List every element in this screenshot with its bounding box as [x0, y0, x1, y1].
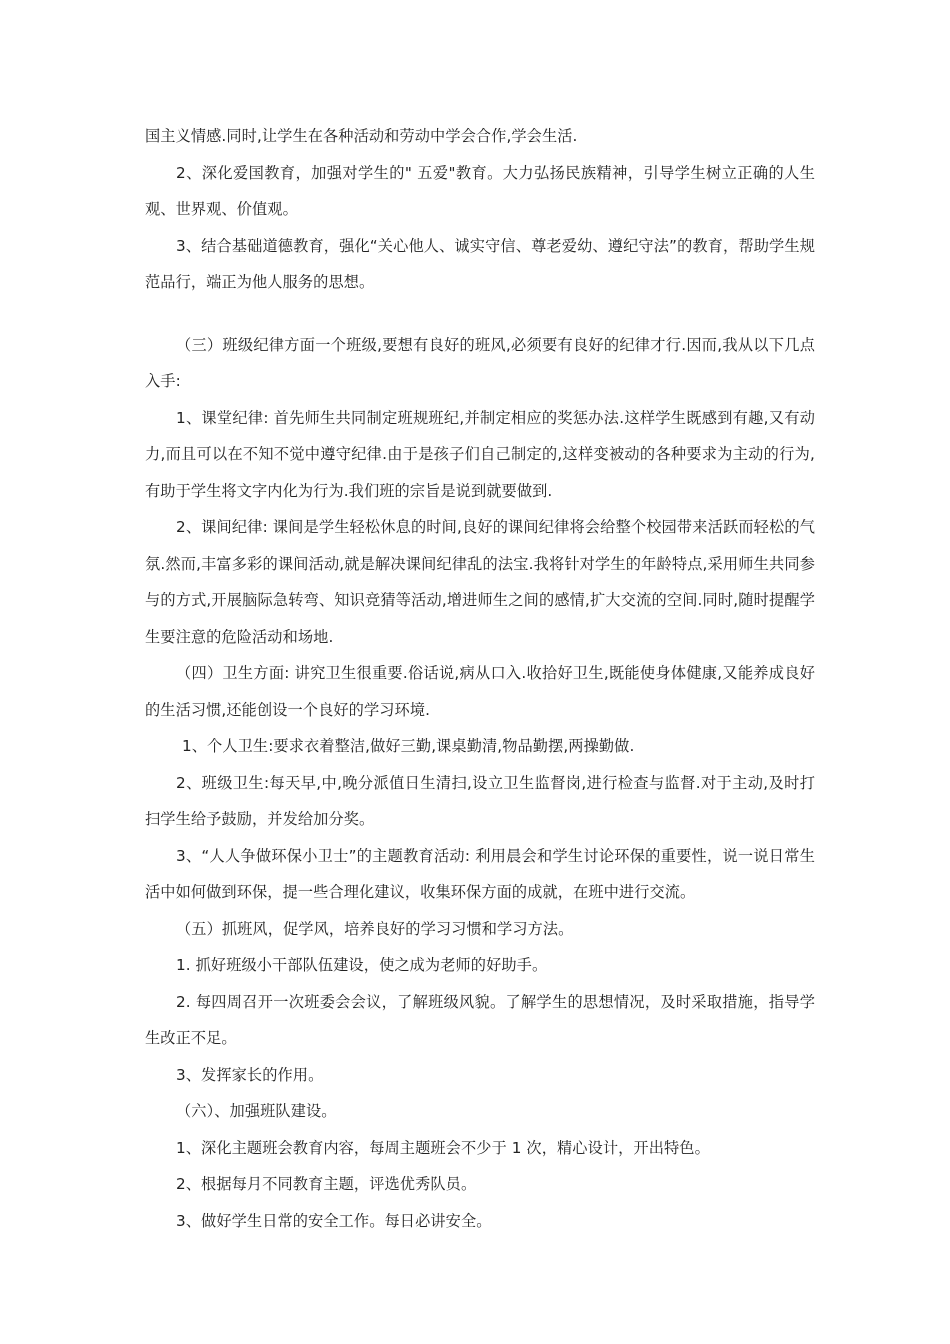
- paragraph-classroom-discipline: 1、课堂纪律: 首先师生共同制定班规班纪,并制定相应的奖惩办法.这样学生既感到有趣,又有动力,而且可以在不知不觉中遵守纪律.由于是孩子们自己制定的,这样变被动的各种要求为主动的行为,有助于学生将文字内化为行为.我们班的宗旨是说到就要做到.: [145, 408, 815, 500]
- paragraph-class-cadres: 1. 抓好班级小干部队伍建设，使之成为老师的好助手。: [176, 956, 548, 974]
- paragraph-safety-work: 3、做好学生日常的安全工作。每日必讲安全。: [176, 1211, 492, 1230]
- paragraph-patriotic-education: 2、深化爱国教育，加强对学生的" 五爱"教育。大力弘扬民族精神，引导学生树立正确的人生观、世界观、价值观。: [145, 163, 815, 218]
- paragraph-spacer: [145, 301, 815, 327]
- paragraph-class-hygiene: 2、班级卫生:每天早,中,晚分派值日生清扫,设立卫生监督岗,进行检查与监督.对于主动,及时打扫学生给予鼓励，并发给加分奖。: [145, 773, 815, 828]
- document-body: [145, 118, 815, 1239]
- paragraph-outstanding-members: 2、根据每月不同教育主题，评选优秀队员。: [176, 1175, 477, 1193]
- paragraph-theme-meetings: 1、深化主题班会教育内容，每周主题班会不少于 1 次，精心设计，开出特色。: [176, 1138, 710, 1157]
- paragraph-moral-education: 3、结合基础道德教育，强化“关心他人、诚实守信、尊老爱幼、遵纪守法”的教育，帮助学生规范品行，端正为他人服务的思想。: [145, 236, 815, 291]
- paragraph-break-discipline: 2、课间纪律: 课间是学生轻松休息的时间,良好的课间纪律将会给整个校园带来活跃而轻松的气氛.然而,丰富多彩的课间活动,就是解决课间纪律乱的法宝.我将针对学生的年龄特点,采用师生共同参与的方式,开展脑际急转弯、知识竞猜等活动,增进师生之间的感情,扩大交流的空间.同时,随时提醒学生要注意的危险活动和场地.: [145, 518, 815, 646]
- paragraph-parents-role: 3、发挥家长的作用。: [176, 1065, 324, 1084]
- heading-team-building: （六）、加强班队建设。: [176, 1102, 337, 1120]
- paragraph-environmental-activity: 3、“人人争做环保小卫士”的主题教育活动: 利用晨会和学生讨论环保的重要性，说一说日常生活中如何做到环保，提一些合理化建议，收集环保方面的成就，在班中进行交流。: [145, 846, 815, 901]
- paragraph-personal-hygiene: 1、个人卫生:要求衣着整洁,做好三勤,课桌勤清,物品勤摆,两操勤做.: [182, 737, 635, 755]
- heading-class-style: （五）抓班风，促学风，培养良好的学习习惯和学习方法。: [176, 919, 574, 938]
- heading-class-discipline: （三）班级纪律方面一个班级,要想有良好的班风,必须要有良好的纪律才行.因而,我从以下几点入手:: [145, 335, 815, 390]
- paragraph-continuation: 国主义情感.同时,让学生在各种活动和劳动中学会合作,学会生活.: [145, 127, 578, 145]
- heading-hygiene: （四）卫生方面: 讲究卫生很重要.俗话说,病从口入.收拾好卫生,既能使身体健康,又能养成良好的生活习惯,还能创设一个良好的学习环境.: [145, 664, 815, 719]
- paragraph-committee-meeting: 2. 每四周召开一次班委会会议，了解班级风貌。了解学生的思想情况，及时采取措施，指导学生改正不足。: [145, 992, 815, 1047]
